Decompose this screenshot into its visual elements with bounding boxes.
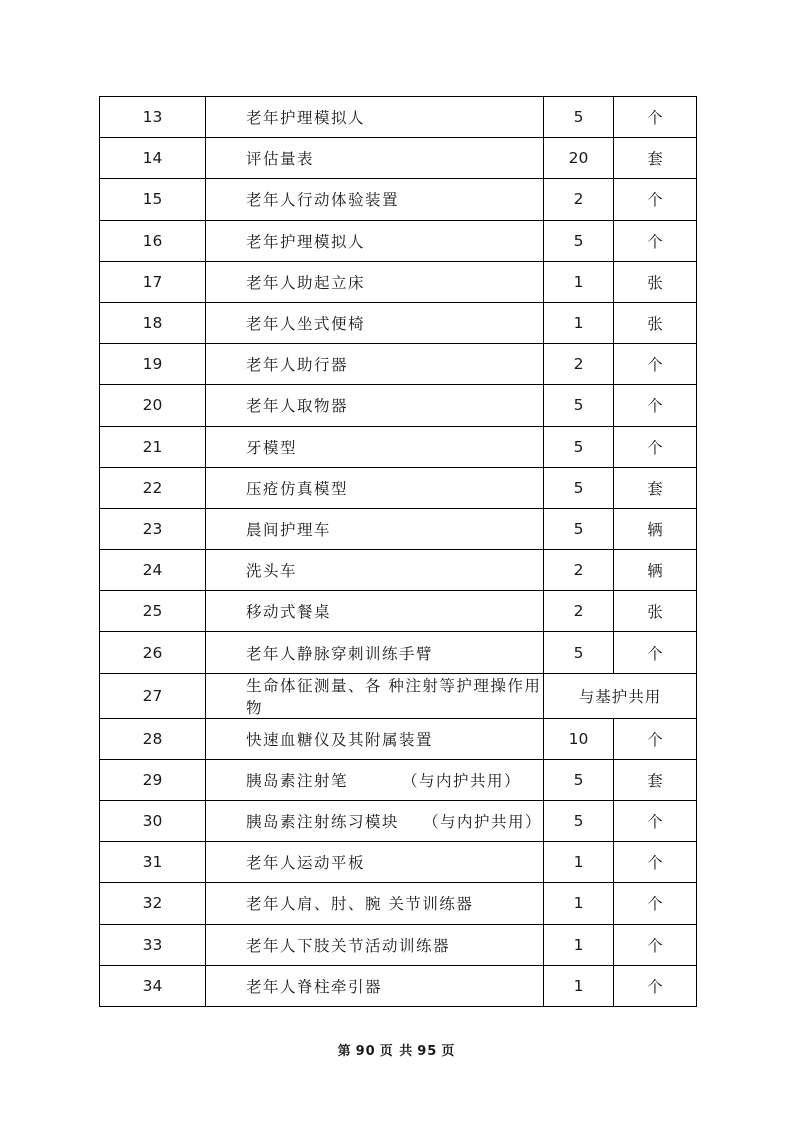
table-row [100, 842, 697, 883]
item-name-cell [206, 508, 544, 549]
item-name-cell [206, 591, 544, 632]
row-number-cell: 19 [100, 344, 206, 385]
unit-cell: 套 [614, 138, 697, 179]
item-name: 胰岛素注射练习模块 [246, 813, 400, 832]
quantity-cell: 5 [544, 467, 614, 508]
table-row [100, 965, 697, 1006]
quantity-cell: 5 [544, 97, 614, 138]
footer-suffix: 页 [441, 1044, 456, 1059]
item-name-cell [206, 467, 544, 508]
unit-cell: 个 [614, 801, 697, 842]
item-name-cell [206, 385, 544, 426]
unit-cell: 张 [614, 261, 697, 302]
row-number-cell: 20 [100, 385, 206, 426]
quantity-cell: 5 [544, 632, 614, 673]
unit-cell: 个 [614, 965, 697, 1006]
quantity-cell: 1 [544, 261, 614, 302]
equipment-table-body [100, 97, 697, 1007]
footer-total-pages: 95 [417, 1044, 438, 1059]
item-name: 晨间护理车 [246, 520, 332, 539]
quantity-cell: 2 [544, 591, 614, 632]
table-row [100, 550, 697, 591]
item-name-cell [206, 261, 544, 302]
item-name: 牙模型 [246, 438, 298, 457]
item-name: 老年人脊柱牵引器 [246, 977, 383, 996]
item-name-cell [206, 220, 544, 261]
item-name: 老年人肩、肘、腕 关节训练器 [246, 895, 474, 914]
item-name-cell [206, 138, 544, 179]
quantity-cell: 20 [544, 138, 614, 179]
quantity-cell: 1 [544, 924, 614, 965]
item-name-cell [206, 965, 544, 1006]
row-number-cell: 33 [100, 924, 206, 965]
item-name: 老年人坐式便椅 [246, 315, 366, 334]
unit-cell: 个 [614, 842, 697, 883]
unit-cell: 辆 [614, 550, 697, 591]
row-number-cell: 24 [100, 550, 206, 591]
row-number-cell: 29 [100, 759, 206, 800]
item-name: 老年人下肢关节活动训练器 [246, 936, 451, 955]
unit-cell: 张 [614, 302, 697, 343]
row-number-cell: 14 [100, 138, 206, 179]
row-number-cell: 16 [100, 220, 206, 261]
item-name-cell [206, 302, 544, 343]
row-number-cell: 30 [100, 801, 206, 842]
quantity-cell: 2 [544, 550, 614, 591]
table-row [100, 97, 697, 138]
item-name-cell [206, 801, 544, 842]
quantity-cell: 2 [544, 179, 614, 220]
unit-cell: 个 [614, 179, 697, 220]
item-name-cell [206, 426, 544, 467]
quantity-cell: 5 [544, 508, 614, 549]
item-name-cell [206, 673, 544, 718]
quantity-cell: 2 [544, 344, 614, 385]
quantity-cell: 10 [544, 718, 614, 759]
table-row [100, 718, 697, 759]
item-name: 老年人运动平板 [246, 854, 366, 873]
unit-cell: 个 [614, 883, 697, 924]
quantity-cell: 5 [544, 801, 614, 842]
item-name-cell [206, 344, 544, 385]
row-number-cell: 28 [100, 718, 206, 759]
row-number-cell: 21 [100, 426, 206, 467]
item-name: 移动式餐桌 [246, 603, 332, 622]
table-row [100, 426, 697, 467]
item-note: （与内护共用） [402, 771, 522, 790]
item-name: 压疮仿真模型 [246, 479, 349, 498]
unit-cell: 个 [614, 97, 697, 138]
table-row [100, 673, 697, 718]
item-name: 快速血糖仪及其附属装置 [246, 730, 434, 749]
item-name: 老年护理模拟人 [246, 232, 366, 251]
unit-cell: 个 [614, 632, 697, 673]
unit-cell: 个 [614, 924, 697, 965]
row-number-cell: 26 [100, 632, 206, 673]
table-row [100, 138, 697, 179]
unit-cell: 辆 [614, 508, 697, 549]
table-row [100, 467, 697, 508]
item-name-cell [206, 924, 544, 965]
table-row [100, 759, 697, 800]
item-name: 胰岛素注射笔 [246, 771, 349, 790]
unit-cell: 个 [614, 344, 697, 385]
item-name: 老年人行动体验装置 [246, 191, 400, 210]
quantity-cell: 1 [544, 302, 614, 343]
row-number-cell: 23 [100, 508, 206, 549]
item-name-cell [206, 550, 544, 591]
item-name-cell [206, 759, 544, 800]
item-note: （与内护共用） [423, 813, 543, 832]
item-name: 洗头车 [246, 562, 298, 581]
equipment-table-container [99, 96, 696, 1007]
quantity-cell: 1 [544, 883, 614, 924]
page-footer [0, 1040, 793, 1059]
row-number-cell: 13 [100, 97, 206, 138]
item-name-cell [206, 883, 544, 924]
item-name-cell [206, 632, 544, 673]
equipment-table [99, 96, 697, 1007]
quantity-cell: 5 [544, 426, 614, 467]
unit-cell: 个 [614, 220, 697, 261]
item-name-cell [206, 179, 544, 220]
footer-middle: 页 共 [379, 1044, 414, 1059]
table-row [100, 344, 697, 385]
table-row [100, 302, 697, 343]
row-number-cell: 18 [100, 302, 206, 343]
table-row [100, 883, 697, 924]
row-number-cell: 32 [100, 883, 206, 924]
table-row [100, 801, 697, 842]
shared-note-cell: 与基护共用 [544, 673, 697, 718]
row-number-cell: 34 [100, 965, 206, 1006]
quantity-cell: 5 [544, 385, 614, 426]
row-number-cell: 15 [100, 179, 206, 220]
unit-cell: 套 [614, 467, 697, 508]
table-row [100, 632, 697, 673]
footer-page-number: 90 [355, 1044, 376, 1059]
row-number-cell: 31 [100, 842, 206, 883]
row-number-cell: 17 [100, 261, 206, 302]
unit-cell: 张 [614, 591, 697, 632]
item-name: 评估量表 [246, 150, 315, 169]
table-row [100, 220, 697, 261]
quantity-cell: 5 [544, 220, 614, 261]
item-name: 老年人静脉穿刺训练手臂 [246, 644, 434, 663]
footer-prefix: 第 [337, 1044, 352, 1059]
table-row [100, 261, 697, 302]
item-name-cell [206, 842, 544, 883]
item-name-cell [206, 97, 544, 138]
item-name: 老年人取物器 [246, 397, 349, 416]
item-name: 老年人助行器 [246, 356, 349, 375]
unit-cell: 套 [614, 759, 697, 800]
row-number-cell: 27 [100, 673, 206, 718]
table-row [100, 924, 697, 965]
item-name-cell [206, 718, 544, 759]
quantity-cell: 5 [544, 759, 614, 800]
item-name: 老年护理模拟人 [246, 109, 366, 128]
quantity-cell: 1 [544, 965, 614, 1006]
item-name: 生命体征测量、各 种注射等护理操作用物 [246, 676, 542, 717]
unit-cell: 个 [614, 718, 697, 759]
quantity-cell: 1 [544, 842, 614, 883]
row-number-cell: 22 [100, 467, 206, 508]
table-row [100, 508, 697, 549]
unit-cell: 个 [614, 426, 697, 467]
table-row [100, 385, 697, 426]
unit-cell: 个 [614, 385, 697, 426]
table-row [100, 591, 697, 632]
table-row [100, 179, 697, 220]
item-name: 老年人助起立床 [246, 273, 366, 292]
row-number-cell: 25 [100, 591, 206, 632]
